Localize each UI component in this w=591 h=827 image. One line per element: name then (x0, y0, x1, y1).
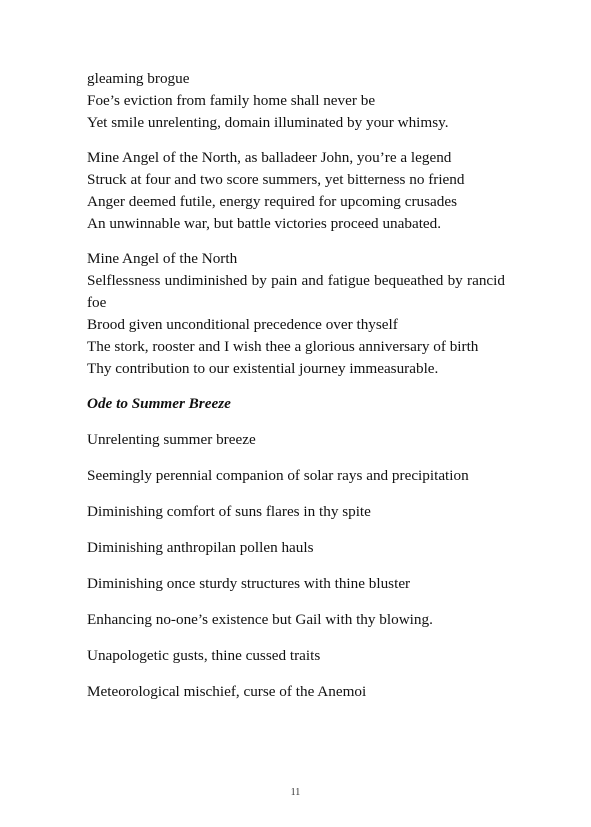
poem-line: Struck at four and two score summers, yet bitterness no friend (87, 171, 465, 188)
poem-line: Yet smile unrelenting, domain illuminated by your whimsy. (87, 114, 449, 131)
poem-line: Seemingly perennial companion of solar rays and precipitation (87, 467, 469, 484)
stanza-3 (87, 248, 505, 380)
poem-line: Diminishing comfort of suns flares in thy spite (87, 503, 371, 520)
poem-line: Diminishing anthropilan pollen hauls (87, 539, 314, 556)
poem-line: Foe’s eviction from family home shall never be (87, 92, 376, 109)
poem-line: The stork, rooster and I wish thee a glorious anniversary of birth (87, 338, 479, 355)
poem-line: Mine Angel of the North (87, 250, 238, 267)
poem-line: Unapologetic gusts, thine cussed traits (87, 647, 321, 664)
poem-line: An unwinnable war, but battle victories proceed unabated. (87, 215, 442, 232)
poem-line: Meteorological mischief, curse of the Anemoi (87, 683, 367, 700)
page-number: 11 (290, 787, 301, 798)
poem-line: Unrelenting summer breeze (87, 431, 256, 448)
poem-line: Thy contribution to our existential journey immeasurable. (87, 360, 439, 377)
page-body (87, 68, 505, 717)
poem-line: Selflessness undiminished by pain and fatigue bequeathed by rancid foe (87, 272, 505, 311)
poem-title: Ode to Summer Breeze (87, 395, 231, 412)
poem-line: Mine Angel of the North, as balladeer John, you’re a legend (87, 149, 452, 166)
poem-line: Anger deemed futile, energy required for upcoming crusades (87, 193, 457, 210)
poem-line: gleaming brogue (87, 70, 190, 87)
stanza-1 (87, 68, 505, 134)
poem-line: Enhancing no-one’s existence but Gail with thy blowing. (87, 611, 433, 628)
stanza-2 (87, 147, 505, 235)
poem-line: Brood given unconditional precedence over thyself (87, 316, 398, 333)
poem-line: Diminishing once sturdy structures with thine bluster (87, 575, 411, 592)
